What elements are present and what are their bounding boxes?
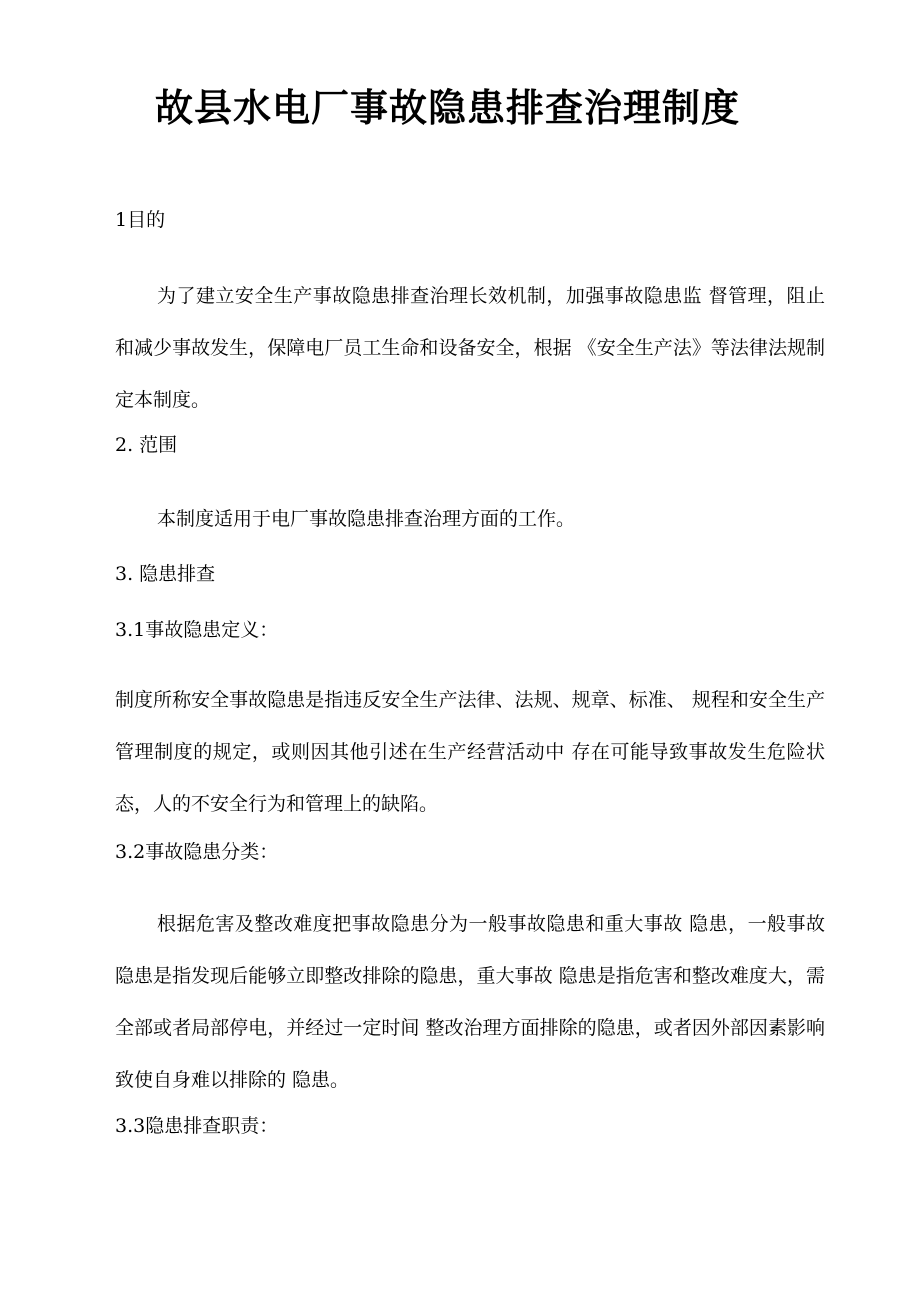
section-3-3-heading: 3.3隐患排查职责： — [115, 1115, 279, 1137]
section-3-2-heading: 3.2事故隐患分类： — [115, 841, 279, 863]
section-1-body: 为了建立安全生产事故隐患排查治理长效机制，加强事故隐患监 督管理，阻止和减少事故发生，保障电厂员工生命和设备安全，根据 《安全生产法》等法律法规制定本制度。 — [115, 285, 825, 411]
section-3-1-body: 制度所称安全事故隐患是指违反安全生产法律、法规、规章、标准、 规程和安全生产管理制度的规定，或则因其他引述在生产经营活动中 存在可能导致事故发生危险状态，人的不安全行为和管理上的缺陷。 — [115, 689, 825, 815]
section-1-heading: 1目的 — [115, 209, 166, 231]
section-2-heading: 2. 范围 — [115, 434, 178, 456]
section-3-1-heading: 3.1事故隐患定义： — [115, 619, 279, 641]
section-3-2-body: 根据危害及整改难度把事故隐患分为一般事故隐患和重大事故 隐患，一般事故隐患是指发现后能够立即整改排除的隐患，重大事故 隐患是指危害和整改难度大，需全部或者局部停电，并经过一定时间 整改治理方面排除的隐患，或者因外部因素影响致使自身难以排除的 隐患。 — [115, 913, 825, 1091]
section-3-heading: 3. 隐患排查 — [115, 563, 216, 585]
document-title: 故县水电厂事故隐患排查治理制度 — [155, 85, 741, 130]
section-2-body: 本制度适用于电厂事故隐患排查治理方面的工作。 — [157, 508, 576, 530]
